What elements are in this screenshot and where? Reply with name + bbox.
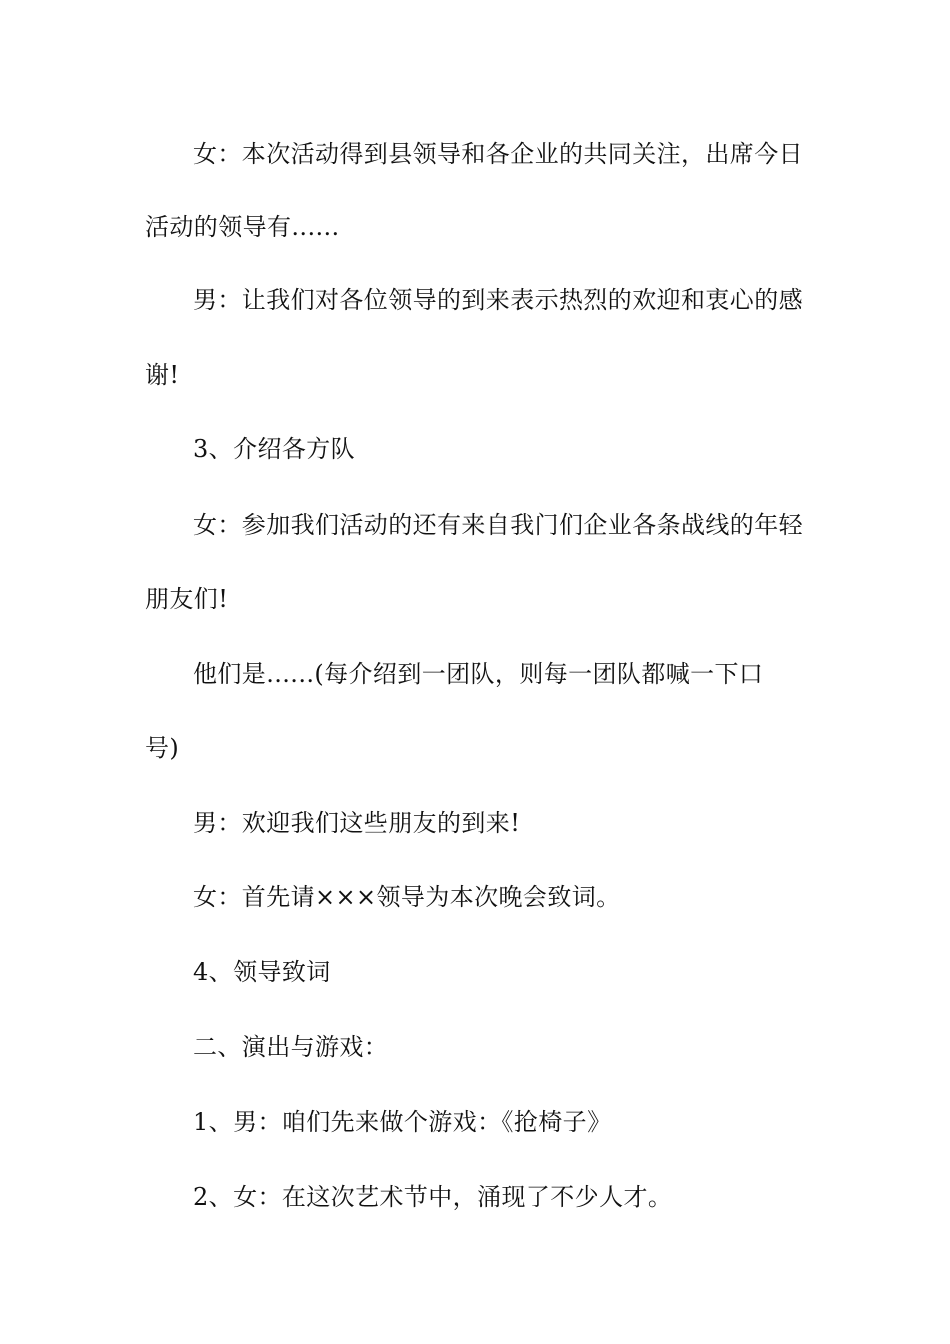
paragraph-line: 谢! [145,361,180,389]
paragraph-line: 1、男：咱们先来做个游戏：《抢椅子》 [193,1108,612,1136]
paragraph-line: 2、女：在这次艺术节中，涌现了不少人才。 [193,1183,673,1211]
section-heading: 4、领导致词 [193,958,331,986]
section-heading: 3、介绍各方队 [193,435,356,463]
section-heading: 二、演出与游戏： [193,1033,389,1061]
paragraph-line: 活动的领导有...... [145,213,340,241]
paragraph-line: 他们是......(每介绍到一团队，则每一团队都喊一下口 [193,660,764,688]
paragraph-line: 女：首先请×××领导为本次晚会致词。 [193,883,621,911]
paragraph-line: 男：欢迎我们这些朋友的到来! [193,809,521,837]
paragraph-line: 男：让我们对各位领导的到来表示热烈的欢迎和衷心的感 [193,286,803,314]
paragraph-line: 朋友们! [145,585,229,613]
paragraph-line: 女：参加我们活动的还有来自我门们企业各条战线的年轻 [193,511,803,539]
paragraph-line: 号) [145,734,180,762]
paragraph-line: 女：本次活动得到县领导和各企业的共同关注，出席今日 [193,140,803,168]
